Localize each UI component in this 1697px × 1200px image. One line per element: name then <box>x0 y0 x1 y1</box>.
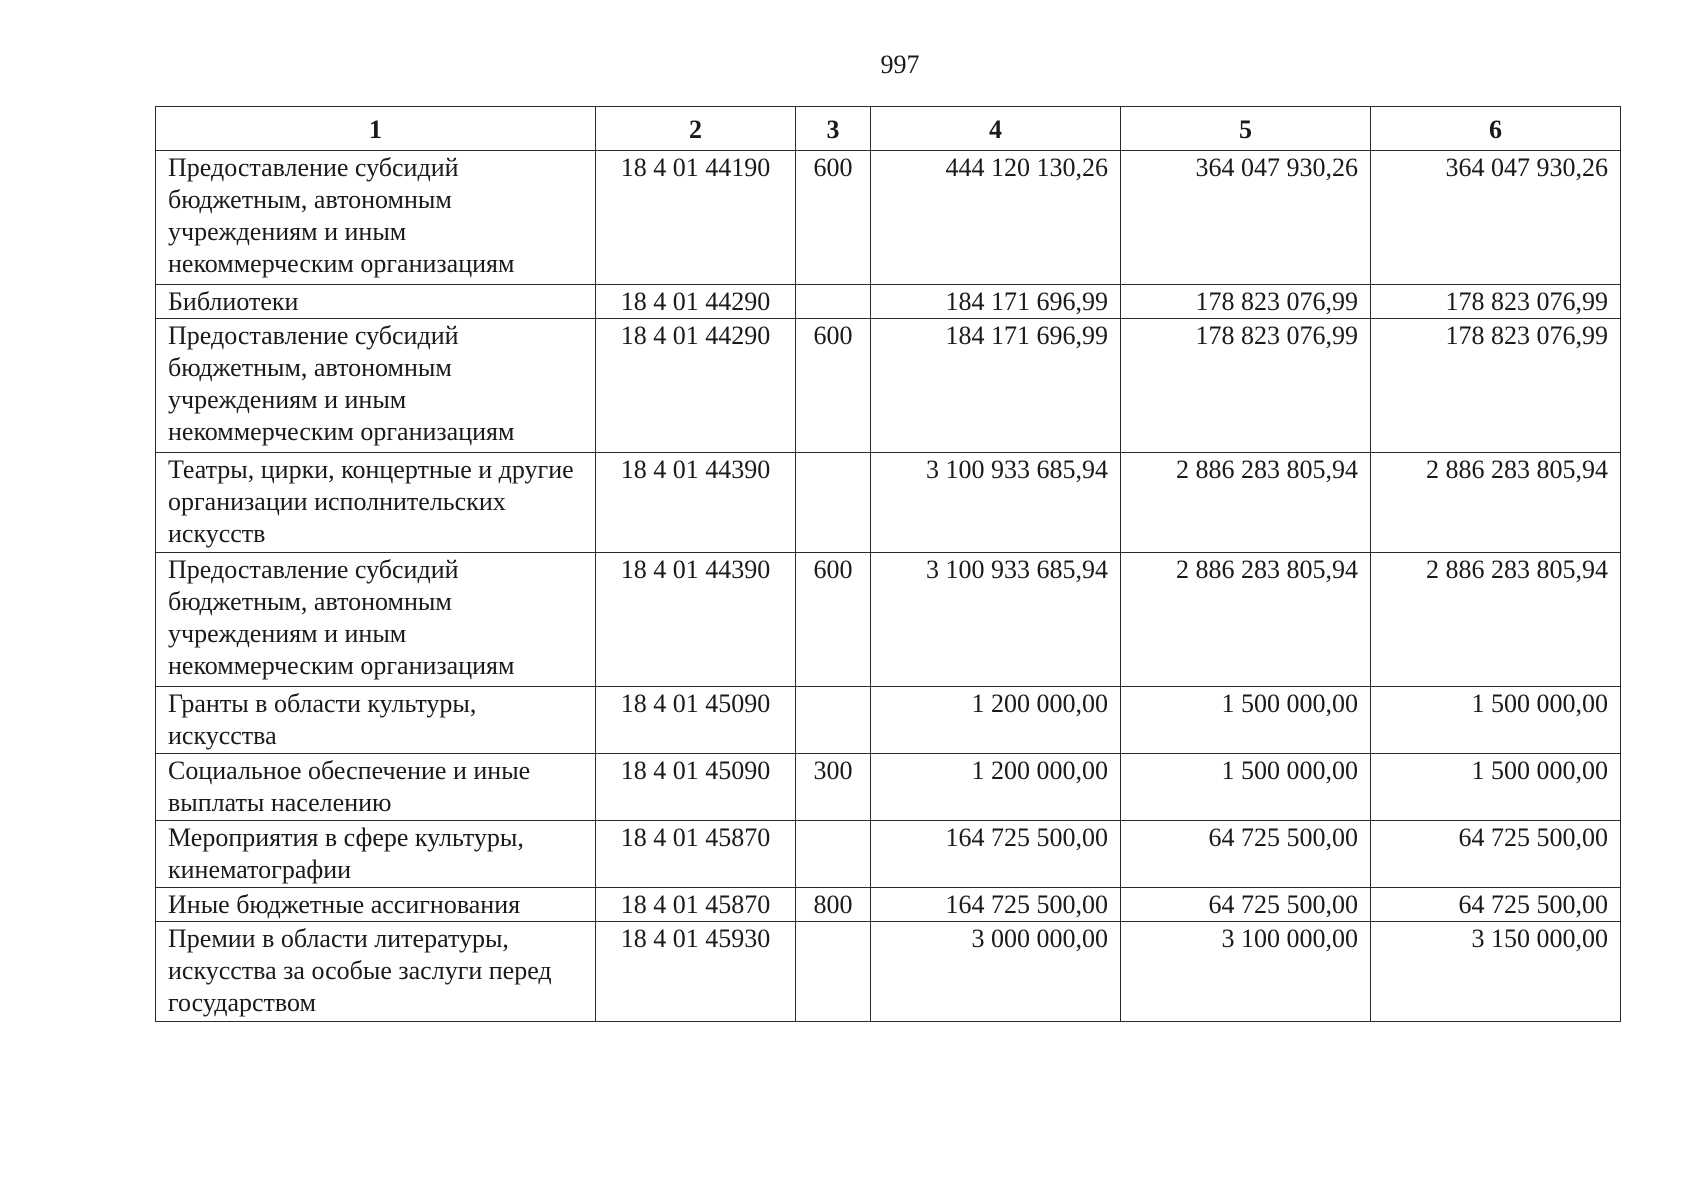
row-amount-5: 3 100 000,00 <box>1121 922 1371 1022</box>
row-amount-5: 1 500 000,00 <box>1121 687 1371 754</box>
row-expense-type <box>796 687 871 754</box>
row-amount-5: 1 500 000,00 <box>1121 754 1371 821</box>
row-amount-6: 64 725 500,00 <box>1371 888 1621 922</box>
row-code: 18 4 01 45930 <box>596 922 796 1022</box>
row-code: 18 4 01 45090 <box>596 754 796 821</box>
row-expense-type: 800 <box>796 888 871 922</box>
row-amount-5: 178 823 076,99 <box>1121 319 1371 453</box>
row-expense-type: 600 <box>796 319 871 453</box>
row-expense-type <box>796 453 871 553</box>
row-expense-type: 600 <box>796 553 871 687</box>
column-header-5: 5 <box>1121 107 1371 151</box>
row-amount-4: 164 725 500,00 <box>871 888 1121 922</box>
row-amount-5: 2 886 283 805,94 <box>1121 553 1371 687</box>
table-row <box>156 821 1621 888</box>
row-amount-4: 3 100 933 685,94 <box>871 453 1121 553</box>
row-amount-6: 3 150 000,00 <box>1371 922 1621 1022</box>
row-amount-6: 1 500 000,00 <box>1371 754 1621 821</box>
table-row <box>156 888 1621 922</box>
row-amount-6: 178 823 076,99 <box>1371 285 1621 319</box>
row-amount-4: 1 200 000,00 <box>871 754 1121 821</box>
row-amount-6: 1 500 000,00 <box>1371 687 1621 754</box>
row-name: Иные бюджетные ассигнования <box>156 888 596 922</box>
row-name: Театры, цирки, концертные и другие организации исполнительских искусств <box>156 453 596 553</box>
row-name: Мероприятия в сфере культуры, кинематографии <box>156 821 596 888</box>
table-row <box>156 687 1621 754</box>
row-name: Премии в области литературы, искусства за особые заслуги перед государством <box>156 922 596 1022</box>
row-code: 18 4 01 44290 <box>596 319 796 453</box>
budget-table <box>155 106 1621 1022</box>
row-name: Предоставление субсидий бюджетным, автономным учреждениям и иным некоммерческим организациям <box>156 151 596 285</box>
page-number: 997 <box>880 50 920 79</box>
row-amount-5: 64 725 500,00 <box>1121 821 1371 888</box>
table-row <box>156 553 1621 687</box>
row-expense-type <box>796 922 871 1022</box>
table-row <box>156 754 1621 821</box>
row-code: 18 4 01 44190 <box>596 151 796 285</box>
table-row <box>156 319 1621 453</box>
row-code: 18 4 01 45870 <box>596 821 796 888</box>
column-header-6: 6 <box>1371 107 1621 151</box>
row-code: 18 4 01 45870 <box>596 888 796 922</box>
row-amount-4: 184 171 696,99 <box>871 285 1121 319</box>
row-amount-4: 164 725 500,00 <box>871 821 1121 888</box>
row-amount-5: 364 047 930,26 <box>1121 151 1371 285</box>
row-amount-5: 64 725 500,00 <box>1121 888 1371 922</box>
row-amount-4: 3 100 933 685,94 <box>871 553 1121 687</box>
row-name: Гранты в области культуры, искусства <box>156 687 596 754</box>
row-code: 18 4 01 44390 <box>596 553 796 687</box>
row-amount-4: 184 171 696,99 <box>871 319 1121 453</box>
row-expense-type: 300 <box>796 754 871 821</box>
table-row <box>156 453 1621 553</box>
row-amount-6: 2 886 283 805,94 <box>1371 553 1621 687</box>
table-row <box>156 922 1621 1022</box>
row-amount-6: 364 047 930,26 <box>1371 151 1621 285</box>
row-amount-6: 64 725 500,00 <box>1371 821 1621 888</box>
row-amount-4: 1 200 000,00 <box>871 687 1121 754</box>
row-name: Библиотеки <box>156 285 596 319</box>
table-row <box>156 285 1621 319</box>
row-code: 18 4 01 44290 <box>596 285 796 319</box>
row-code: 18 4 01 44390 <box>596 453 796 553</box>
row-expense-type <box>796 821 871 888</box>
row-expense-type <box>796 285 871 319</box>
row-name: Предоставление субсидий бюджетным, автономным учреждениям и иным некоммерческим организациям <box>156 553 596 687</box>
row-amount-6: 2 886 283 805,94 <box>1371 453 1621 553</box>
row-amount-5: 178 823 076,99 <box>1121 285 1371 319</box>
row-amount-6: 178 823 076,99 <box>1371 319 1621 453</box>
column-header-2: 2 <box>596 107 796 151</box>
row-name: Социальное обеспечение и иные выплаты населению <box>156 754 596 821</box>
column-header-3: 3 <box>796 107 871 151</box>
row-amount-4: 3 000 000,00 <box>871 922 1121 1022</box>
column-header-1: 1 <box>156 107 596 151</box>
row-name: Предоставление субсидий бюджетным, автономным учреждениям и иным некоммерческим организациям <box>156 319 596 453</box>
row-amount-5: 2 886 283 805,94 <box>1121 453 1371 553</box>
column-header-4: 4 <box>871 107 1121 151</box>
header-row <box>156 107 1621 151</box>
row-code: 18 4 01 45090 <box>596 687 796 754</box>
row-amount-4: 444 120 130,26 <box>871 151 1121 285</box>
row-expense-type: 600 <box>796 151 871 285</box>
table-row <box>156 151 1621 285</box>
